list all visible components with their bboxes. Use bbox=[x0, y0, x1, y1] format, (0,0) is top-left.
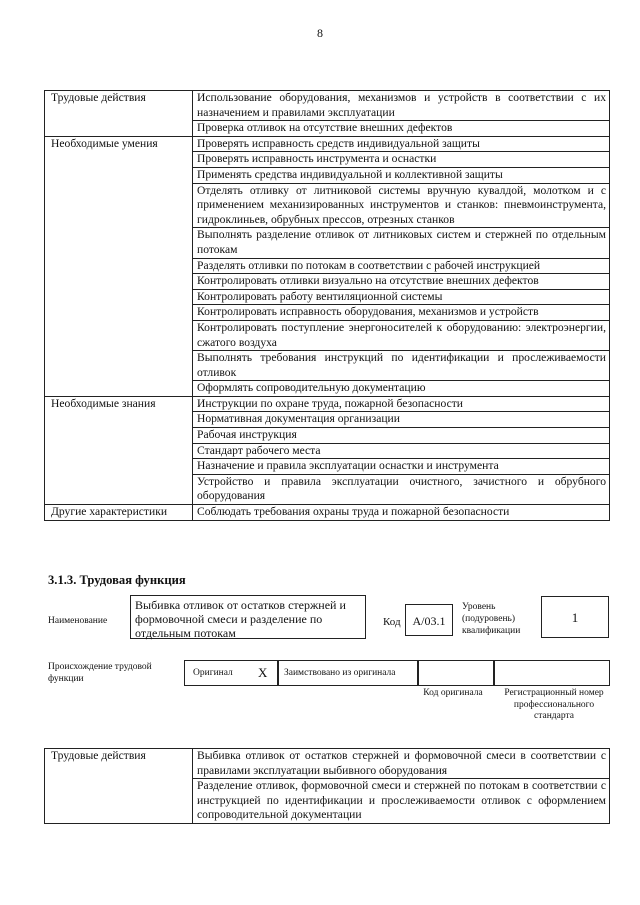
row-value: Разделение отливок, формовочной смеси и стержней по потокам в соответствии с инструкцией по идентификации и прослеживаемости отливок с оформлением сопроводительной документации bbox=[193, 779, 610, 824]
table-row bbox=[45, 91, 610, 121]
row-label: Трудовые действия bbox=[45, 749, 193, 824]
row-label: Необходимые знания bbox=[45, 396, 193, 504]
code-original-cell bbox=[418, 660, 494, 686]
row-value: Устройство и правила эксплуатации очистного, зачистного и обрубного оборудования bbox=[193, 474, 610, 504]
origin-label: Происхождение трудовой функции bbox=[48, 662, 152, 684]
row-value: Соблюдать требования охраны труда и пожарной безопасности bbox=[193, 505, 610, 521]
row-label: Другие характеристики bbox=[45, 505, 193, 521]
row-value: Стандарт рабочего места bbox=[193, 443, 610, 459]
borrowed-cell bbox=[278, 660, 418, 686]
code-value: А/03.1 bbox=[405, 604, 453, 636]
page-number: 8 bbox=[317, 26, 323, 40]
row-value: Контролировать отливки визуально на отсутствие внешних дефектов bbox=[193, 274, 610, 290]
table-row bbox=[45, 749, 610, 779]
qualification-level-value: 1 bbox=[541, 596, 609, 638]
origin-row bbox=[184, 660, 610, 686]
code-original-caption: Код оригинала bbox=[423, 688, 483, 698]
row-value: Инструкции по охране труда, пожарной безопасности bbox=[193, 396, 610, 412]
row-value: Проверять исправность средств индивидуальной защиты bbox=[193, 136, 610, 152]
row-value: Применять средства индивидуальной и коллективной защиты bbox=[193, 167, 610, 183]
name-label: Наименование bbox=[48, 616, 108, 626]
row-value: Рабочая инструкция bbox=[193, 428, 610, 444]
row-value: Разделять отливки по потокам в соответствии с рабочей инструкцией bbox=[193, 258, 610, 274]
row-value: Оформлять сопроводительную документацию bbox=[193, 381, 610, 397]
table-row bbox=[45, 396, 610, 412]
row-value: Нормативная документация организации bbox=[193, 412, 610, 428]
qualification-level-label: Уровень (подуровень) квалификации bbox=[462, 602, 521, 636]
row-label: Необходимые умения bbox=[45, 136, 193, 396]
table-row bbox=[45, 505, 610, 521]
row-value: Использование оборудования, механизмов и устройств в соответствии с их назначением и правилами эксплуатации bbox=[193, 91, 610, 121]
requirements-table bbox=[44, 90, 610, 521]
reg-number-caption: Регистрационный номер профессионального стандарта bbox=[504, 688, 604, 721]
section-title: 3.1.3. Трудовая функция bbox=[48, 573, 186, 587]
reg-number-cell bbox=[494, 660, 610, 686]
row-value: Контролировать работу вентиляционной системы bbox=[193, 289, 610, 305]
row-value: Контролировать исправность оборудования, механизмов и устройств bbox=[193, 305, 610, 321]
row-value: Назначение и правила эксплуатации оснастки и инструмента bbox=[193, 459, 610, 475]
original-label: Оригинал bbox=[193, 668, 233, 678]
row-value: Выбивка отливок от остатков стержней и формовочной смеси в соответствии с правилами эксплуатации выбивного оборудования bbox=[193, 749, 610, 779]
row-value: Отделять отливку от литниковой системы вручную кувалдой, молотком и с применением механизированных инструментов и станков: пневмоинструмента, гидроклиньев, обрубных прессов, отрезных станков bbox=[193, 183, 610, 228]
original-cell bbox=[184, 660, 278, 686]
row-value: Выполнять разделение отливок от литниковых систем и стержней по отдельным потокам bbox=[193, 228, 610, 258]
borrowed-label: Заимствовано из оригинала bbox=[284, 668, 396, 678]
labor-actions-table bbox=[44, 748, 610, 824]
code-label: Код bbox=[383, 616, 401, 628]
table-row bbox=[45, 136, 610, 152]
row-value: Проверка отливок на отсутствие внешних дефектов bbox=[193, 121, 610, 137]
original-mark: X bbox=[258, 665, 268, 680]
row-value: Выполнять требования инструкций по идентификации и прослеживаемости отливок bbox=[193, 351, 610, 381]
row-label: Трудовые действия bbox=[45, 91, 193, 137]
row-value: Проверять исправность инструмента и оснастки bbox=[193, 152, 610, 168]
function-name-value: Выбивка отливок от остатков стержней и формовочной смеси и разделение по отдельным потокам bbox=[130, 595, 366, 639]
row-value: Контролировать поступление энергоносителей к оборудованию: электроэнергии, сжатого воздуха bbox=[193, 320, 610, 350]
